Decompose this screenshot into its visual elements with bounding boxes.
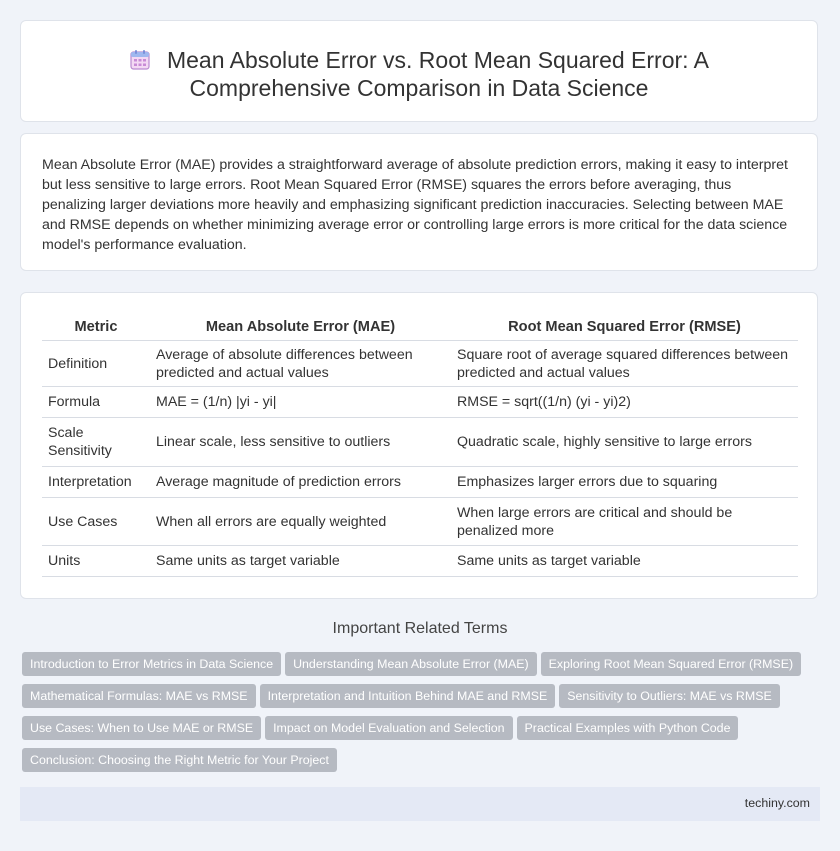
rmse-cell: RMSE = sqrt((1/n) (yi - yi)2) [451,387,798,418]
header-rmse: Root Mean Squared Error (RMSE) [451,315,798,341]
row-label: Interpretation [42,467,150,498]
table-row [42,546,798,577]
footer [20,787,820,821]
tag-exploring-rmse[interactable]: Exploring Root Mean Squared Error (RMSE) [541,652,801,676]
title-line-1: Mean Absolute Error vs. Root Mean Squared Error: A [166,47,710,73]
header-card [20,20,818,122]
mae-cell: Linear scale, less sensitive to outliers [150,418,451,467]
table-header-row [42,315,798,341]
tag-introduction-error-metrics[interactable]: Introduction to Error Metrics in Data Science [22,652,281,676]
row-label: Definition [42,341,150,387]
mae-cell: Average of absolute differences between predicted and actual values [150,341,451,387]
rmse-cell: Same units as target variable [451,546,798,577]
comparison-table [42,315,798,577]
rmse-cell: Emphasizes larger errors due to squaring [451,467,798,498]
title-line-2: Comprehensive Comparison in Data Science [189,75,649,101]
tag-conclusion[interactable]: Conclusion: Choosing the Right Metric for Your Project [22,748,337,772]
table-row [42,467,798,498]
tag-mathematical-formulas[interactable]: Mathematical Formulas: MAE vs RMSE [22,684,256,708]
table-row [42,418,798,467]
rmse-cell: Square root of average squared differences between predicted and actual values [451,341,798,387]
table-row [42,498,798,546]
row-label: Scale Sensitivity [42,418,150,467]
header-mae: Mean Absolute Error (MAE) [150,315,451,341]
calendar-icon [129,49,151,71]
tag-python-examples[interactable]: Practical Examples with Python Code [517,716,739,740]
table-row [42,387,798,418]
related-terms-heading: Important Related Terms [332,620,508,637]
mae-cell: MAE = (1/n) |yi - yi| [150,387,451,418]
comparison-card [20,292,818,599]
intro-paragraph: Mean Absolute Error (MAE) provides a straightforward average of absolute prediction errors, making it easy to interpret but less sensitive to large errors. Root Mean Squared Error (RMSE) squares the errors before averaging, thus penalizing larger deviations more heavily and emphasizing significant prediction inaccuracies. Selecting between MAE and RMSE depends on whether minimizing average error or controlling large errors is more critical for the data science model's performance evaluation. [42,157,788,253]
related-terms-list [22,652,812,780]
rmse-cell: Quadratic scale, highly sensitive to large errors [451,418,798,467]
intro-card [20,133,818,271]
tag-understanding-mae[interactable]: Understanding Mean Absolute Error (MAE) [285,652,537,676]
header-metric: Metric [42,315,150,341]
page-title [21,46,817,102]
tag-sensitivity-outliers[interactable]: Sensitivity to Outliers: MAE vs RMSE [559,684,780,708]
mae-cell: Same units as target variable [150,546,451,577]
row-label: Formula [42,387,150,418]
mae-cell: Average magnitude of prediction errors [150,467,451,498]
tag-use-cases[interactable]: Use Cases: When to Use MAE or RMSE [22,716,261,740]
table-row [42,341,798,387]
mae-cell: When all errors are equally weighted [150,498,451,546]
rmse-cell: When large errors are critical and should be penalized more [451,498,798,546]
tag-model-evaluation[interactable]: Impact on Model Evaluation and Selection [265,716,512,740]
tag-interpretation-intuition[interactable]: Interpretation and Intuition Behind MAE and RMSE [260,684,556,708]
footer-brand[interactable]: techiny.com [744,796,810,810]
row-label: Units [42,546,150,577]
row-label: Use Cases [42,498,150,546]
